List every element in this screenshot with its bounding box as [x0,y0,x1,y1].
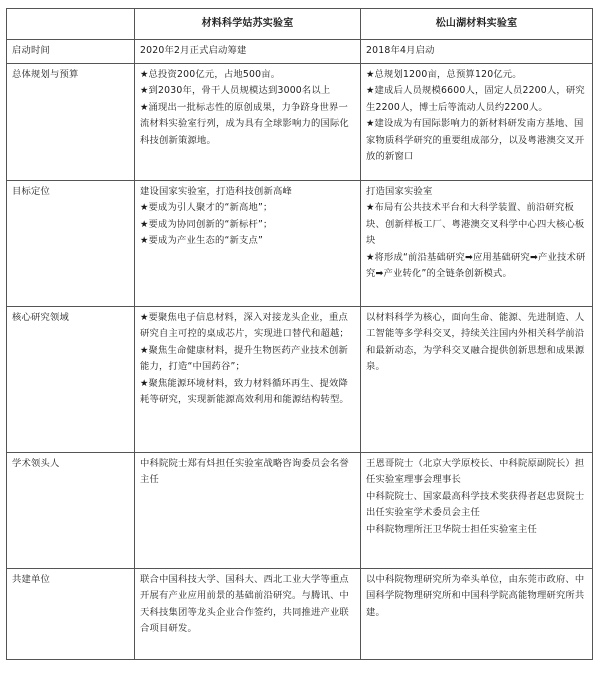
header-songshanhu-lab: 松山湖材料实验室 [361,9,593,40]
cell-text: 王恩哥院士（北京大学原校长、中科院原副院长）担任实验室理事会理事长 [366,457,585,485]
row-goal [7,180,593,306]
cell-text: 2018年4月启动 [366,45,435,56]
cell-suzhou [135,63,361,180]
cell-text: 建设国家实验室，打造科技创新高峰 [140,185,292,197]
cell-text: 中科院院士郑有炓担任实验室战略咨询委员会名誉主任 [140,457,349,485]
cell-songshanhu [361,63,593,180]
row-academic-leader [7,452,593,568]
cell-suzhou [135,452,361,568]
cell-suzhou [135,180,361,306]
cell-text: ★要成为产业生态的“新支点” [140,235,264,246]
header-row [7,9,593,40]
cell-text: ★建成后人员规模6600人，固定人员2200人，研究生2200人，博士后等流动人员约2200人。 [366,85,585,113]
row-label: 核心研究领域 [7,306,135,452]
cell-songshanhu [361,40,593,64]
cell-text: ★涌现出一批标志性的原创成果，力争跻身世界一流材料实验室行列，成为具有全球影响力的国际化科技创新策源地。 [140,101,349,146]
cell-suzhou [135,568,361,659]
header-suzhou-lab: 材料科学姑苏实验室 [135,9,361,40]
cell-text: ★要成为协同创新的“新标杆”； [140,218,273,230]
header-empty [7,9,135,40]
cell-suzhou [135,306,361,452]
cell-text: 以中科院物理研究所为牵头单位，由东莞市政府、中国科学院物理研究所和中国科学院高能物理研究所共建。 [366,573,585,618]
row-label: 总体规划与预算 [7,63,135,180]
row-core-research [7,306,593,452]
row-plan-budget [7,63,593,180]
cell-text: 中科院院士、国家最高科学技术奖获得者赵忠贤院士出任实验室学术委员会主任 [366,490,585,518]
cell-text: 联合中国科技大学、国科大、西北工业大学等重点开展有产业应用前景的基础前沿研究。与腾讯、中天科技集团等龙头企业合作签约，共同推进产业联合项目研发。 [140,573,349,634]
row-label: 学术领头人 [7,452,135,568]
cell-text: 中科院物理所汪卫华院士担任实验室主任 [366,523,537,535]
cell-text: ★聚焦能源环境材料，致力材料循环再生、提效降耗等研究，实现新能源高效利用和能源结构转型。 [140,377,349,405]
cell-text: ★将形成“前沿基础研究➡应用基础研究➡产业技术研究➡产业转化”的全链条创新模式。 [366,251,586,279]
cell-songshanhu [361,180,593,306]
cell-songshanhu [361,568,593,659]
cell-songshanhu [361,306,593,452]
row-partners [7,568,593,659]
cell-text: ★建设成为有国际影响力的新材料研发南方基地、国家物质科学研究的重要组成部分，以及粤港澳交叉开放的新窗口 [366,118,585,162]
cell-songshanhu [361,452,593,568]
cell-text: ★要聚焦电子信息材料，深入对接龙头企业，重点研究自主可控的桌成芯片，实现进口替代和超越； [140,311,349,339]
cell-suzhou [135,40,361,64]
cell-text: ★总规划1200亩，总预算120亿元。 [366,68,522,80]
cell-text: 打造国家实验室 [366,185,433,197]
row-start-time [7,40,593,64]
row-label: 目标定位 [7,180,135,306]
cell-text: 2020年2月正式启动筹建 [140,45,247,56]
cell-text: 以材料科学为核心，面向生命、能源、先进制造、人工智能等多学科交叉，持续关注国内外相关科学前沿和最新动态，为学科交叉融合提供创新思想和成果源泉。 [366,311,585,372]
cell-text: ★布局有公共技术平台和大科学装置、前沿研究板块、创新样板工厂、粤港澳交叉科学中心四大核心板块 [366,202,585,246]
cell-text: ★聚焦生命健康材料，提升生物医药产业技术创新能力，打造“中国药谷”； [140,344,348,372]
cell-text: ★要成为引人聚才的“新高地”； [140,202,273,213]
cell-text: ★到2030年，骨干人员规模达到3000名以上 [140,85,331,96]
comparison-table [6,8,593,660]
row-label: 启动时间 [7,40,135,64]
cell-text: ★总投资200亿元，占地500亩。 [140,68,281,80]
row-label: 共建单位 [7,568,135,659]
